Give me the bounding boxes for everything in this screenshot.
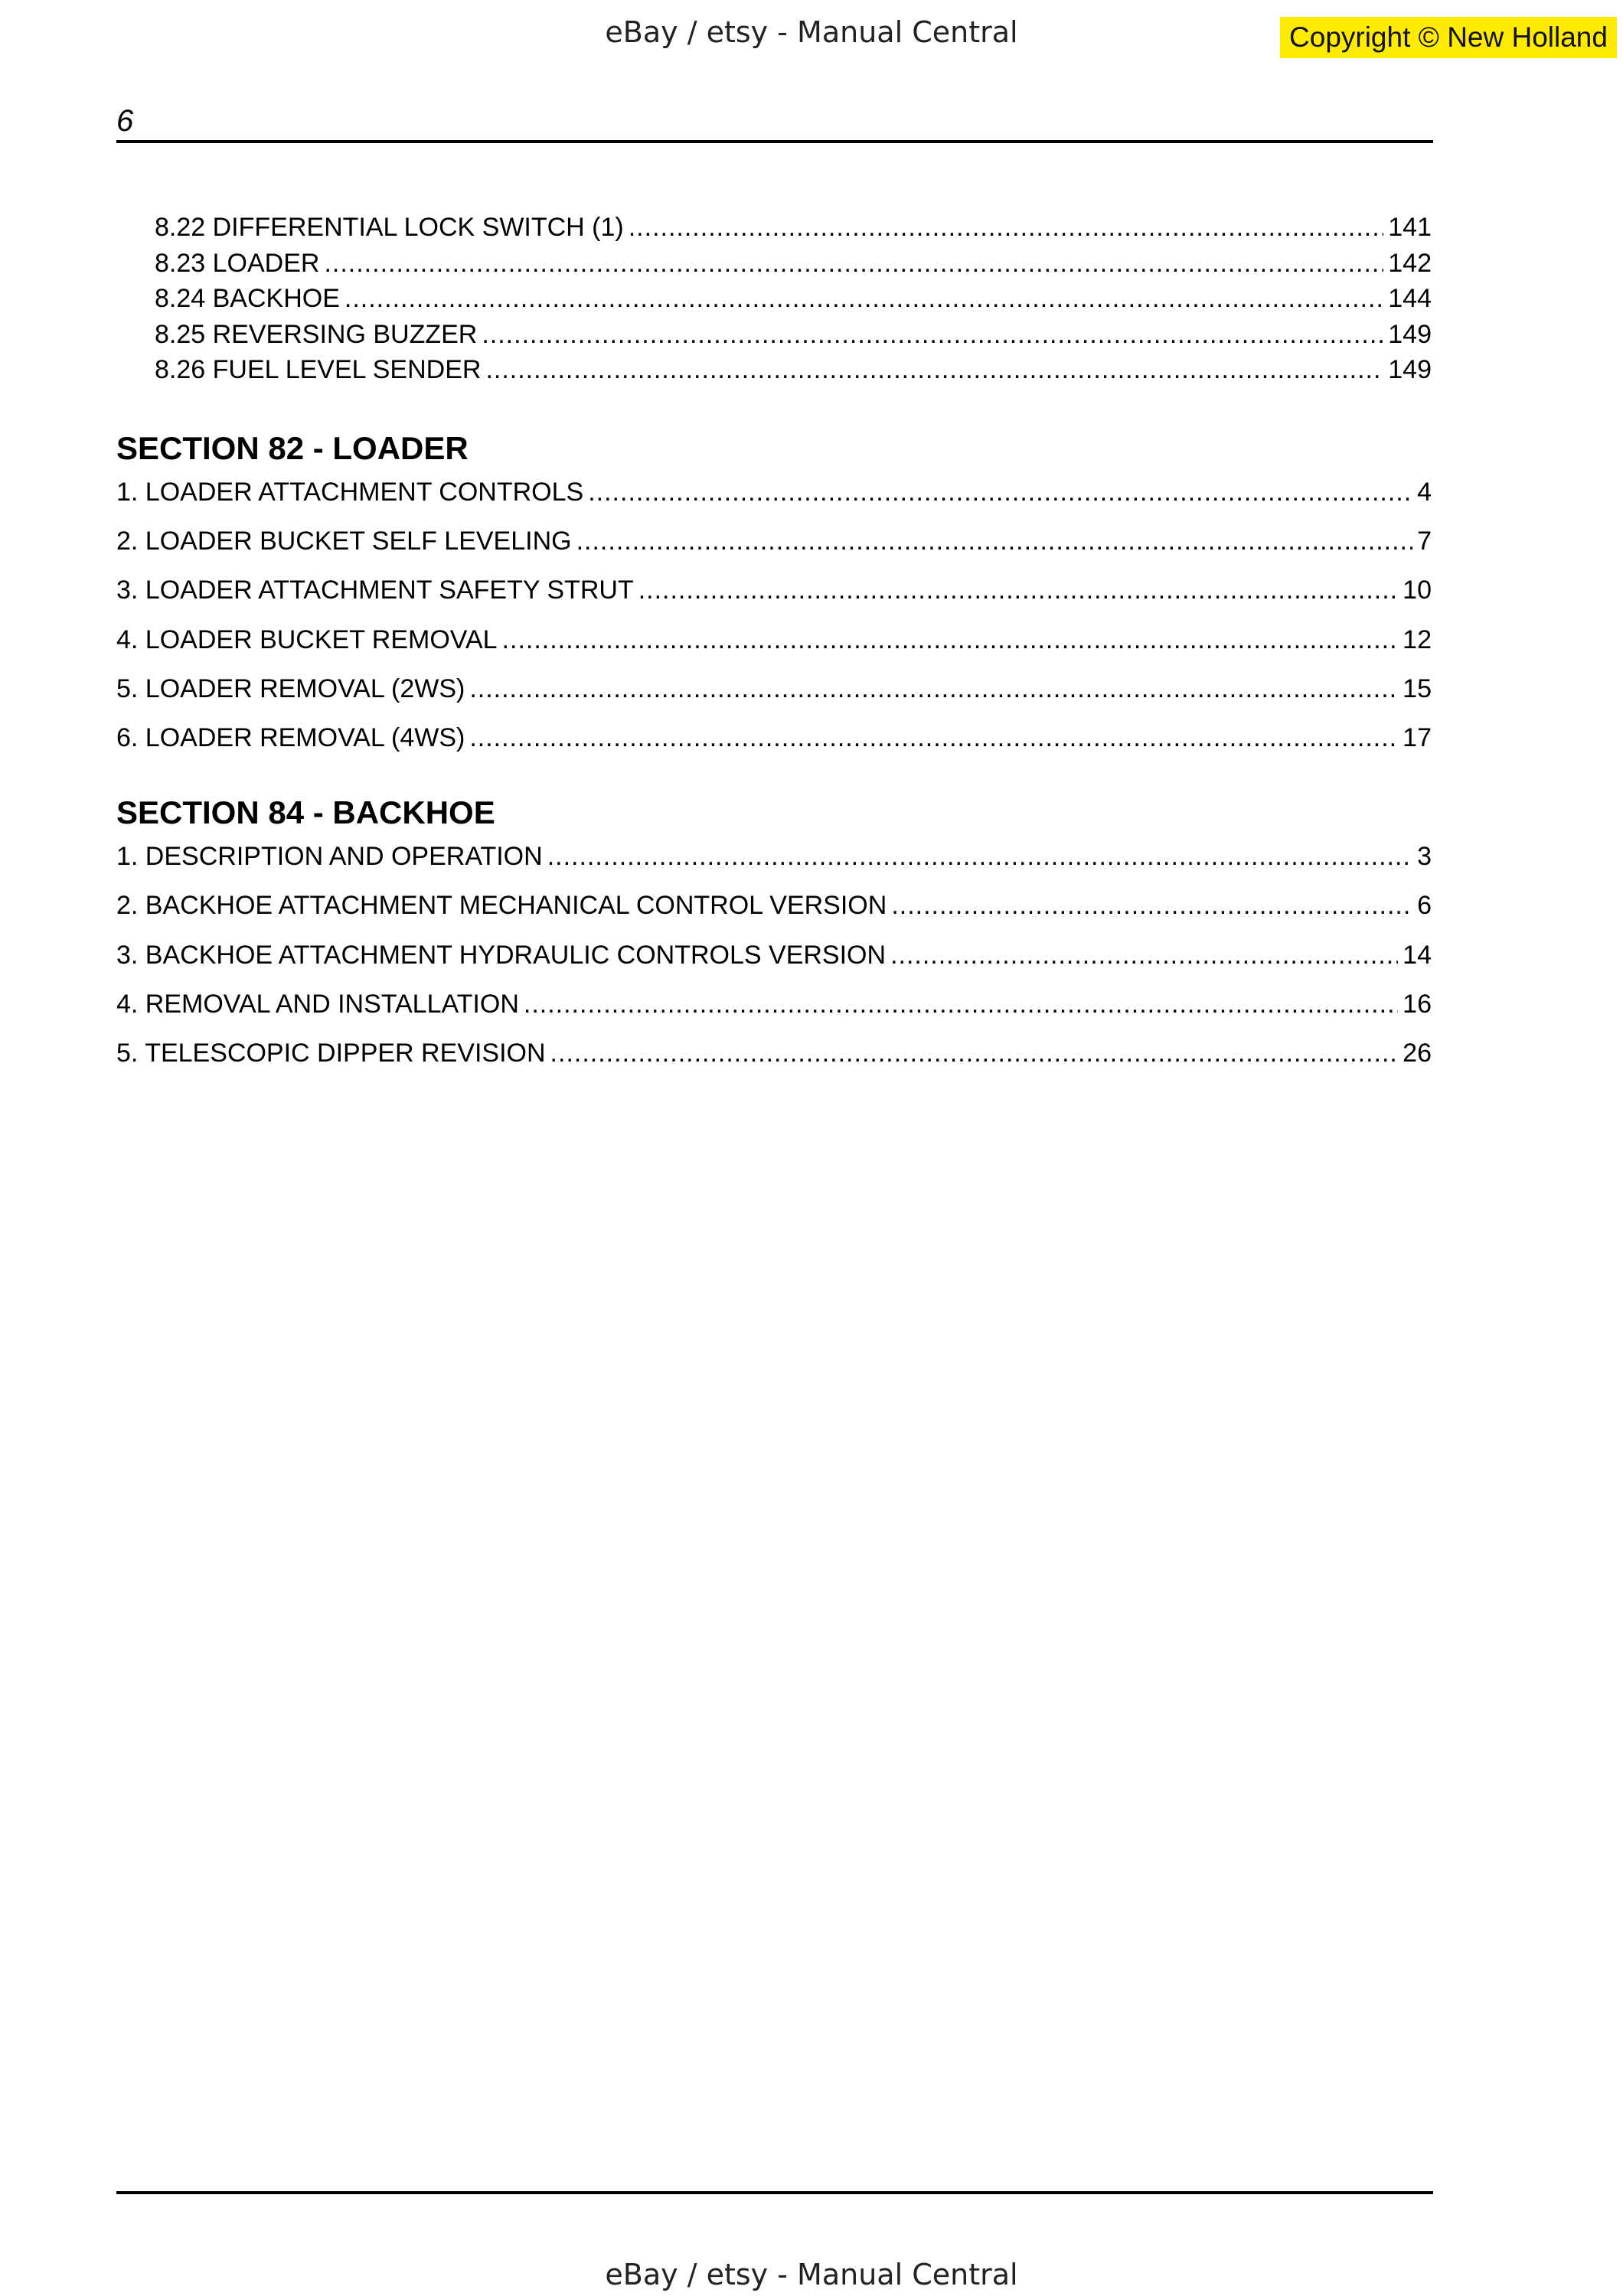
dot-leader (485, 355, 1383, 385)
toc-entry-page: 142 (1388, 248, 1432, 278)
dot-leader (576, 527, 1412, 556)
toc-entry[interactable] (116, 842, 1432, 891)
toc-entry-page: 6 (1417, 891, 1432, 921)
toc-entry-title: 5. LOADER REMOVAL (2WS) (116, 674, 465, 704)
dot-leader (345, 284, 1383, 314)
toc-entry-page: 3 (1417, 841, 1432, 871)
toc-entry-page: 141 (1388, 213, 1432, 242)
dot-leader (524, 990, 1398, 1019)
toc-entry[interactable] (116, 478, 1432, 527)
toc-entry[interactable] (116, 625, 1432, 674)
toc-subentry[interactable] (116, 213, 1432, 249)
toc-entry-title: 8.24 BACKHOE (155, 284, 340, 313)
dot-leader (890, 941, 1398, 970)
toc-entry-title: 4. LOADER BUCKET REMOVAL (116, 625, 498, 654)
toc-subentry[interactable] (116, 249, 1432, 285)
dot-leader (550, 1039, 1399, 1068)
toc-entry-page: 4 (1417, 477, 1432, 507)
toc-entry-page: 10 (1403, 576, 1432, 605)
page-number: 6 (116, 104, 134, 138)
watermark-footer: eBay / etsy - Manual Central (605, 2258, 1018, 2291)
toc-entry-title: 8.26 FUEL LEVEL SENDER (155, 355, 482, 384)
dot-leader (502, 625, 1399, 655)
dot-leader (638, 576, 1398, 605)
subentry-list (116, 213, 1432, 391)
toc-entry-title: 3. BACKHOE ATTACHMENT HYDRAULIC CONTROLS VERSION (116, 940, 887, 970)
dot-leader (469, 674, 1398, 704)
footer-rule (116, 2191, 1433, 2194)
toc-entry[interactable] (116, 576, 1432, 625)
toc-entry-page: 17 (1403, 723, 1432, 753)
dot-leader (482, 320, 1383, 350)
toc-entry-page: 16 (1403, 990, 1432, 1019)
toc-entry-title: 1. LOADER ATTACHMENT CONTROLS (116, 477, 584, 507)
toc-entry-title: 6. LOADER REMOVAL (4WS) (116, 723, 465, 753)
toc-entry-title: 1. DESCRIPTION AND OPERATION (116, 841, 543, 871)
section-heading-loader: SECTION 82 - LOADER (116, 429, 469, 466)
table-of-contents (116, 213, 1432, 1088)
section-loader-items (116, 478, 1432, 773)
toc-entry-page: 7 (1417, 526, 1432, 556)
toc-entry-title: 2. LOADER BUCKET SELF LEVELING (116, 526, 572, 556)
toc-entry-title: 2. BACKHOE ATTACHMENT MECHANICAL CONTROL VERSION (116, 891, 887, 921)
toc-subentry[interactable] (116, 355, 1432, 391)
toc-entry[interactable] (116, 527, 1432, 576)
toc-entry[interactable] (116, 674, 1432, 723)
dot-leader (629, 213, 1384, 243)
toc-entry-page: 144 (1388, 284, 1432, 313)
section-heading-backhoe: SECTION 84 - BACKHOE (116, 794, 495, 830)
copyright-badge: Copyright © New Holland (1280, 17, 1617, 58)
dot-leader (324, 249, 1383, 279)
dot-leader (588, 478, 1412, 507)
toc-entry[interactable] (116, 990, 1432, 1039)
toc-entry-page: 149 (1388, 319, 1432, 349)
header-rule (116, 140, 1433, 143)
toc-entry[interactable] (116, 941, 1432, 990)
toc-entry-page: 149 (1388, 355, 1432, 384)
toc-entry-title: 3. LOADER ATTACHMENT SAFETY STRUT (116, 576, 634, 605)
section-backhoe-items (116, 842, 1432, 1088)
dot-leader (469, 723, 1398, 753)
toc-entry-title: 8.23 LOADER (155, 248, 320, 278)
toc-entry[interactable] (116, 723, 1432, 772)
toc-entry[interactable] (116, 891, 1432, 940)
toc-subentry[interactable] (116, 284, 1432, 320)
toc-entry-title: 8.22 DIFFERENTIAL LOCK SWITCH (1) (155, 213, 624, 242)
toc-subentry[interactable] (116, 320, 1432, 356)
dot-leader (891, 891, 1412, 921)
toc-entry[interactable] (116, 1039, 1432, 1088)
toc-entry-title: 4. REMOVAL AND INSTALLATION (116, 990, 519, 1019)
toc-entry-page: 26 (1403, 1039, 1432, 1068)
toc-entry-page: 14 (1403, 940, 1432, 970)
toc-entry-title: 5. TELESCOPIC DIPPER REVISION (116, 1039, 546, 1068)
toc-entry-page: 15 (1403, 674, 1432, 704)
watermark-header: eBay / etsy - Manual Central (605, 15, 1018, 49)
toc-entry-title: 8.25 REVERSING BUZZER (155, 319, 478, 349)
dot-leader (547, 842, 1412, 872)
toc-entry-page: 12 (1403, 625, 1432, 654)
